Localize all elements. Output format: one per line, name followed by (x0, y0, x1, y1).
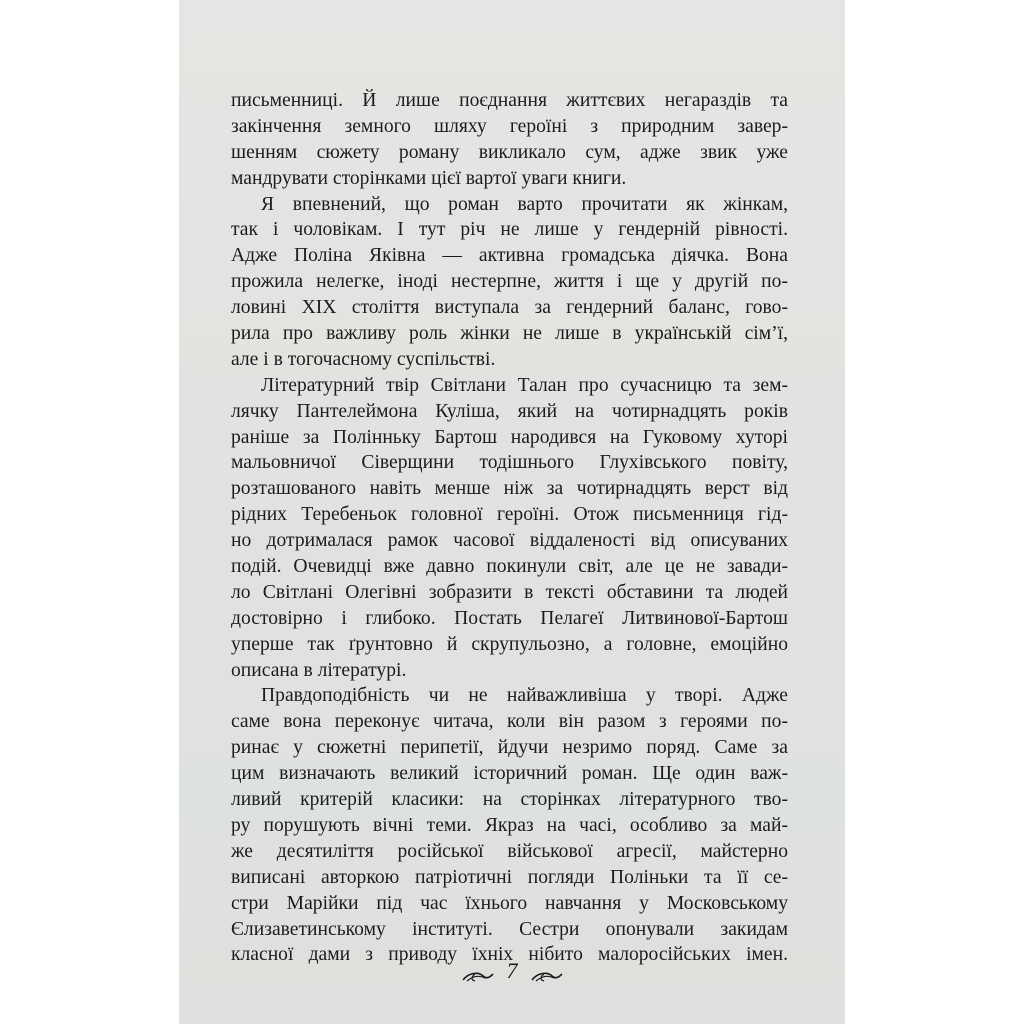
paragraph (231, 373, 788, 684)
text-line: розташованого навіть менше ніж за чотирнадцять верст від (231, 478, 788, 500)
text-line: виписані авторкою патріотичні погляди Поліньки та її се- (231, 866, 788, 888)
text-line: стри Марійки під час їхнього навчання у Московському (231, 892, 788, 914)
text-line: ловині XIX століття виступала за гендерний баланс, гово- (231, 297, 788, 319)
text-line: раніше за Полінньку Бартош народився на Гуковому хуторі (231, 426, 788, 448)
text-line: закінчення земного шляху героїні з природним завер- (231, 115, 788, 137)
text-line: рідних Теребеньок головної героїні. Отож письменниця гід- (231, 504, 788, 526)
text-line: достовірно і глибоко. Постать Пелагеї Литвинової-Бартош (231, 607, 788, 629)
text-line: рила про важливу роль жінки не лише в українській сім’ї, (231, 323, 788, 345)
text-line: ливий критерій класики: на сторінках літературного тво- (231, 789, 788, 811)
page-number: 7 (506, 958, 518, 983)
text-line: шенням сюжету роману викликало сум, адже звик уже (231, 141, 788, 163)
body-text (231, 88, 788, 968)
text-line: Правдоподібність чи не найважливіша у творі. Адже (261, 685, 788, 707)
text-line: мальовничої Сіверщини тодішнього Глухівського повіту, (231, 452, 788, 474)
text-line: класної дами з приводу їхніх нібито малоросійських імен. (231, 944, 788, 966)
text-line: Єлизаветинському інституті. Сестри опонували закидам (231, 918, 788, 940)
text-line: мандрувати сторінками цієї вартої уваги книги. (231, 167, 627, 189)
text-line: саме вона переконує читача, коли він разом з героями по- (231, 711, 788, 733)
text-line: Я впевнений, що роман варто прочитати як жінкам, (261, 193, 788, 215)
flourish-right-icon (530, 964, 564, 978)
text-line: але і в тогочасному суспільстві. (231, 348, 496, 370)
text-line: но дотрималася рамок часової віддаленості від описуваних (231, 530, 788, 552)
text-line: Адже Поліна Яківна — активна громадська діячка. Вона (231, 245, 788, 267)
text-line: уперше так ґрунтовно й скрупульозно, а головне, емоційно (231, 633, 788, 655)
text-line: так і чоловікам. І тут річ не лише у гендерній рівності. (231, 219, 788, 241)
text-line: лячку Пантелеймона Куліша, який на чотирнадцять років (231, 400, 788, 422)
paragraph (231, 683, 788, 968)
text-line: прожила нелегке, іноді нестерпне, життя і ще у другій по- (231, 271, 788, 293)
text-line: описана в літературі. (231, 659, 407, 681)
paragraph (231, 192, 788, 373)
text-line: ру порушують вічні теми. Якраз на часі, особливо за май- (231, 814, 788, 836)
text-line: ринає у сюжетні перипетії, йдучи незримо поряд. Саме за (231, 737, 788, 759)
text-line: Літературний твір Світлани Талан про сучасницю та зем- (261, 374, 788, 396)
text-line: ло Світлані Олегівні зобразити в тексті обставини та людей (231, 581, 788, 603)
text-line: подій. Очевидці вже давно покинули світ, але це не завади- (231, 556, 788, 578)
text-line: же десятиліття російської військової агресії, майстерно (231, 840, 788, 862)
flourish-left-icon (461, 964, 495, 978)
book-page (179, 0, 845, 1024)
page-number-folio (179, 958, 845, 984)
text-line: письменниці. Й лише поєднання життєвих негараздів та (231, 90, 788, 111)
paragraph (231, 88, 788, 192)
text-line: цим визначають великий історичний роман. Ще один важ- (231, 763, 788, 785)
